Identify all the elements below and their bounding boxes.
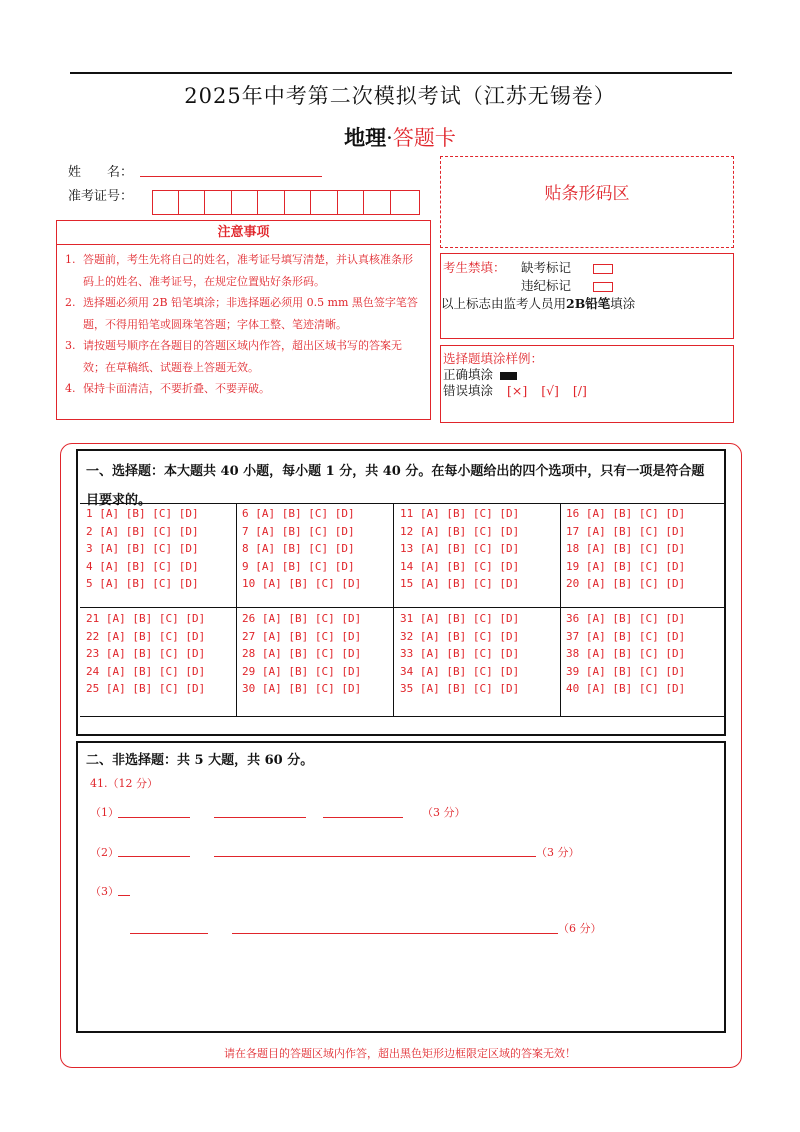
- name-field[interactable]: [140, 176, 322, 177]
- part-2-label: （2）: [90, 846, 119, 859]
- question-row[interactable]: 2 [A] [B] [C] [D]: [86, 524, 199, 538]
- question-row[interactable]: 22 [A] [B] [C] [D]: [86, 629, 206, 643]
- question-row[interactable]: 24 [A] [B] [C] [D]: [86, 664, 206, 678]
- question-row[interactable]: 15 [A] [B] [C] [D]: [400, 577, 520, 590]
- answer-line[interactable]: [118, 817, 190, 818]
- answer-line[interactable]: [214, 817, 306, 818]
- notice-box: [56, 220, 431, 420]
- part-1-score: （3 分）: [422, 806, 466, 819]
- question-row[interactable]: 39 [A] [B] [C] [D]: [566, 664, 686, 678]
- question-row[interactable]: 25 [A] [B] [C] [D]: [86, 682, 206, 695]
- absent-mark-row: [521, 258, 613, 276]
- question-row[interactable]: 38 [A] [B] [C] [D]: [566, 647, 686, 660]
- filled-mark-sample: [500, 372, 517, 380]
- notice-list: [57, 245, 430, 400]
- question-row[interactable]: 27 [A] [B] [C] [D]: [242, 629, 362, 643]
- question-row[interactable]: 23 [A] [B] [C] [D]: [86, 647, 206, 660]
- question-row[interactable]: 30 [A] [B] [C] [D]: [242, 682, 362, 695]
- notice-item: 2. 选择题必须用 2B 铅笔填涂；非选择题必须用 0.5 mm 黑色签字笔答题，不得用铅笔或圆珠笔答题；字体工整、笔迹清晰。: [65, 296, 418, 331]
- proctor-only-box: [440, 253, 734, 339]
- answer-line[interactable]: [130, 933, 208, 934]
- proctor-note: 以上标志由监考人员用2B铅笔填涂: [441, 296, 636, 311]
- correct-sample-row: 正确填涂: [443, 365, 517, 383]
- question-row[interactable]: 17 [A] [B] [C] [D]: [566, 524, 686, 538]
- question-row[interactable]: 18 [A] [B] [C] [D]: [566, 542, 686, 555]
- question-row[interactable]: 5 [A] [B] [C] [D]: [86, 577, 199, 590]
- proctor-only-label: 考生禁填：: [443, 260, 506, 275]
- subtitle-dot: ·: [386, 126, 393, 150]
- question-row[interactable]: 14 [A] [B] [C] [D]: [400, 559, 520, 573]
- question-row[interactable]: 20 [A] [B] [C] [D]: [566, 577, 686, 590]
- fill-sample-title: 选择题填涂样例：: [443, 351, 544, 366]
- top-rule: [70, 72, 732, 74]
- question-row[interactable]: 40 [A] [B] [C] [D]: [566, 682, 686, 695]
- footer-warning: 请在各题目的答题区域内作答，超出黑色矩形边框限定区域的答案无效！: [224, 1047, 576, 1060]
- violation-label: 违纪标记: [521, 278, 572, 293]
- barcode-label: 贴条形码区: [544, 184, 630, 204]
- question-row[interactable]: 19 [A] [B] [C] [D]: [566, 559, 686, 573]
- part-2-score: （3 分）: [536, 846, 580, 859]
- question-row[interactable]: 28 [A] [B] [C] [D]: [242, 647, 362, 660]
- section1-heading: 一、选择题：本大题共 40 小题，每小题 1 分，共 40 分。在每小题给出的四个选项中，只有一项是符合题目要求的。: [86, 464, 705, 508]
- wrong-sample-row: 错误填涂 [×] [√] [/]: [443, 383, 587, 398]
- question-row[interactable]: 35 [A] [B] [C] [D]: [400, 682, 520, 695]
- question-row[interactable]: 3 [A] [B] [C] [D]: [86, 542, 199, 555]
- question-row[interactable]: 4 [A] [B] [C] [D]: [86, 559, 199, 573]
- question-row[interactable]: 32 [A] [B] [C] [D]: [400, 629, 520, 643]
- subject-label: 地理: [344, 125, 387, 150]
- part-3-label: （3）: [90, 885, 119, 898]
- answer-line[interactable]: [118, 856, 190, 857]
- notice-item: 4. 保持卡面清洁，不要折叠、不要弄破。: [65, 382, 270, 395]
- notice-title: 注意事项: [57, 221, 430, 245]
- part-3-score: （6 分）: [558, 922, 602, 935]
- question-row[interactable]: 16 [A] [B] [C] [D]: [566, 507, 686, 520]
- section-multiple-choice: [76, 449, 726, 736]
- question-row[interactable]: 37 [A] [B] [C] [D]: [566, 629, 686, 643]
- question-row[interactable]: 9 [A] [B] [C] [D]: [242, 559, 355, 573]
- section2-heading: 二、非选择题：共 5 大题，共 60 分。: [86, 753, 314, 768]
- violation-mark-row: [521, 276, 613, 294]
- page-title: 2025年中考第二次模拟考试（江苏无锡卷）: [184, 84, 616, 108]
- question-row[interactable]: 36 [A] [B] [C] [D]: [566, 612, 686, 625]
- fill-sample-box: [440, 345, 734, 423]
- question-row[interactable]: 13 [A] [B] [C] [D]: [400, 542, 520, 555]
- page-subtitle: [0, 122, 800, 152]
- question-41-label: 41.（12 分）: [90, 777, 158, 790]
- question-row[interactable]: 34 [A] [B] [C] [D]: [400, 664, 520, 678]
- question-row[interactable]: 6 [A] [B] [C] [D]: [242, 507, 355, 520]
- exam-id-field[interactable]: [152, 190, 420, 215]
- name-label: 姓 名：: [68, 165, 134, 180]
- answer-sheet-label: 答题卡: [392, 126, 456, 150]
- notice-item: 3. 请按题号顺序在各题目的答题区域内作答，超出区域书写的答案无效；在草稿纸、试题卷上答题无效。: [65, 339, 402, 374]
- answer-line[interactable]: [232, 933, 558, 934]
- question-row[interactable]: 10 [A] [B] [C] [D]: [242, 577, 362, 590]
- answer-line[interactable]: [214, 856, 536, 857]
- section-free-response: [76, 741, 726, 1033]
- question-row[interactable]: 21 [A] [B] [C] [D]: [86, 612, 206, 625]
- question-row[interactable]: 29 [A] [B] [C] [D]: [242, 664, 362, 678]
- notice-item: 1. 答题前，考生先将自己的姓名，准考证号填写清楚，并认真核准条形码上的姓名、准考证号，在规定位置贴好条形码。: [65, 253, 413, 288]
- question-row[interactable]: 31 [A] [B] [C] [D]: [400, 612, 520, 625]
- absent-label: 缺考标记: [521, 260, 572, 275]
- absent-mark-box[interactable]: [593, 264, 613, 274]
- answer-line[interactable]: [118, 895, 130, 896]
- question-row[interactable]: 12 [A] [B] [C] [D]: [400, 524, 520, 538]
- id-label: 准考证号：: [68, 189, 134, 204]
- part-1-label: （1）: [90, 806, 119, 819]
- question-row[interactable]: 8 [A] [B] [C] [D]: [242, 542, 355, 555]
- question-row[interactable]: 11 [A] [B] [C] [D]: [400, 507, 520, 520]
- barcode-area: [440, 156, 734, 248]
- violation-mark-box[interactable]: [593, 282, 613, 292]
- question-row[interactable]: 1 [A] [B] [C] [D]: [86, 507, 199, 520]
- answer-line[interactable]: [323, 817, 403, 818]
- question-row[interactable]: 33 [A] [B] [C] [D]: [400, 647, 520, 660]
- question-row[interactable]: 26 [A] [B] [C] [D]: [242, 612, 362, 625]
- question-row[interactable]: 7 [A] [B] [C] [D]: [242, 524, 355, 538]
